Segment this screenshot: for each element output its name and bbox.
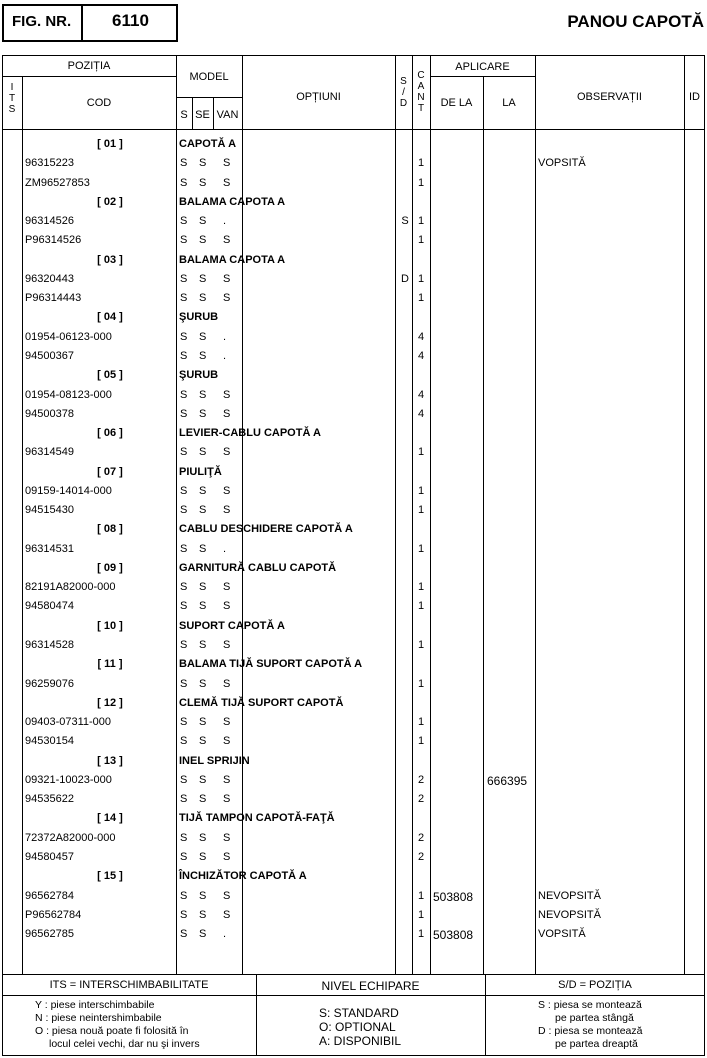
legend-sd-line: pe partea stângă	[555, 1012, 634, 1024]
model-van-value: S	[223, 581, 231, 594]
table-row	[0, 829, 707, 848]
table-row-group-header	[0, 617, 707, 636]
model-se-value: S	[199, 234, 207, 247]
option-name: CABLU DESCHIDERE CAPOTĂ A	[179, 523, 353, 536]
table-row	[0, 578, 707, 597]
col-la: LA	[502, 97, 516, 109]
col-de-la: DE LA	[440, 97, 473, 109]
legend-nivel-text	[319, 1006, 401, 1048]
model-s-value: S	[180, 446, 188, 459]
table-row-group-header	[0, 308, 707, 327]
col-model-se: SE	[195, 109, 210, 121]
model-s-value: S	[180, 831, 188, 844]
model-van-value: .	[223, 928, 227, 941]
quantity-value: 2	[417, 850, 425, 863]
model-s-value: S	[180, 735, 188, 748]
legend-nivel-line: S: STANDARD	[319, 1006, 399, 1020]
quantity-value: 1	[417, 157, 425, 170]
legend-nivel-line: A: DISPONIBIL	[319, 1034, 402, 1048]
option-name: BALAMA CAPOTA A	[179, 253, 286, 266]
col-optiuni: OPȚIUNI	[296, 91, 341, 103]
cant-letter: C	[417, 70, 425, 81]
option-name: ŞURUB	[179, 369, 219, 382]
option-name: CAPOTĂ A	[179, 138, 237, 150]
model-s-value: S	[180, 157, 188, 170]
quantity-value: 1	[417, 484, 425, 497]
position-label: [ 10 ]	[97, 619, 123, 632]
legend-sd-line: pe partea dreaptă	[555, 1038, 638, 1050]
model-line	[176, 97, 242, 98]
position-label: [ 14 ]	[97, 812, 123, 825]
option-name: PIULIŢĂ	[179, 465, 222, 478]
option-name: GARNITURĂ CABLU CAPOTĂ	[179, 561, 337, 574]
quantity-value: 1	[417, 908, 425, 921]
part-code: 09321-10023-000	[25, 773, 112, 786]
model-s-value: S	[180, 581, 188, 594]
model-s-value: S	[180, 850, 188, 863]
model-van-value: S	[223, 735, 231, 748]
cant-letter: A	[417, 81, 425, 92]
position-label: [ 12 ]	[97, 696, 123, 709]
cant-letter: T	[417, 103, 425, 114]
option-name: ŞURUB	[179, 311, 219, 324]
legend-title-divider	[2, 995, 705, 996]
quantity-value: 1	[417, 889, 425, 902]
model-se-value: S	[199, 407, 207, 420]
part-code: 96315223	[25, 157, 74, 170]
table-row	[0, 675, 707, 694]
model-s-value: S	[180, 542, 188, 555]
sd-letter: /	[402, 87, 405, 98]
table-row	[0, 906, 707, 925]
legend-its-line: Y : piese interschimbabile	[35, 999, 155, 1011]
fig-number: 6110	[112, 11, 149, 30]
col-cod: COD	[86, 97, 112, 109]
part-code: 96314526	[25, 215, 74, 228]
position-label: [ 02 ]	[97, 195, 123, 208]
model-s-value: S	[180, 908, 188, 921]
table-row	[0, 482, 707, 501]
position-label: [ 06 ]	[97, 427, 123, 440]
part-code: 96259076	[25, 677, 74, 690]
model-s-value: S	[180, 677, 188, 690]
model-van-value: .	[223, 542, 227, 555]
model-van-value: S	[223, 850, 231, 863]
its-letter: I	[10, 82, 14, 93]
position-label: [ 08 ]	[97, 523, 123, 536]
part-code: 94515430	[25, 504, 74, 517]
model-s-value: S	[180, 716, 188, 729]
model-van-value: S	[223, 504, 231, 517]
part-code: 94580457	[25, 850, 74, 863]
table-row-group-header	[0, 559, 707, 578]
table-row	[0, 154, 707, 173]
observation-value: NEVOPSITĂ	[538, 889, 601, 902]
table-row	[0, 597, 707, 616]
quantity-value: 1	[417, 215, 425, 228]
option-name: TIJĂ TAMPON CAPOTĂ-FAŢĂ	[179, 812, 335, 825]
observation-value: VOPSITĂ	[538, 928, 586, 941]
de-la-value: 503808	[433, 889, 474, 904]
part-code: 09159-14014-000	[25, 484, 112, 497]
part-code: 94530154	[25, 735, 74, 748]
table-row	[0, 925, 707, 944]
col-sd	[395, 76, 412, 109]
quantity-value: 1	[417, 735, 425, 748]
pozitia-line	[2, 76, 176, 77]
model-se-value: S	[199, 677, 207, 690]
part-code: 09403-07311-000	[25, 716, 112, 729]
model-van-value: S	[223, 677, 231, 690]
model-s-value: S	[180, 793, 188, 806]
table-row	[0, 386, 707, 405]
table-row-group-header	[0, 366, 707, 385]
part-code: 82191A82000-000	[25, 581, 116, 594]
model-s-value: S	[180, 349, 188, 362]
model-van-value: S	[223, 407, 231, 420]
part-code: 96314528	[25, 639, 74, 652]
quantity-value: 1	[417, 176, 425, 189]
model-van-value: S	[223, 157, 231, 170]
col-model-s: S	[180, 109, 188, 121]
model-van-value: .	[223, 330, 227, 343]
quantity-value: 2	[417, 793, 425, 806]
table-row-group-header	[0, 193, 707, 212]
quantity-value: 1	[417, 600, 425, 613]
col-model-van: VAN	[216, 109, 239, 121]
model-s-value: S	[180, 234, 188, 247]
part-code: ZM96527853	[25, 176, 90, 189]
model-van-value: S	[223, 176, 231, 189]
table-row	[0, 732, 707, 751]
part-code: P96562784	[25, 908, 82, 921]
model-s-value: S	[180, 773, 188, 786]
table-row-group-header	[0, 135, 707, 154]
model-van-value: S	[223, 600, 231, 613]
col-its	[2, 82, 22, 115]
model-van-value: S	[223, 292, 231, 305]
table-row-group-header	[0, 520, 707, 539]
table-row-group-header	[0, 867, 707, 886]
de-la-value: 503808	[433, 928, 474, 943]
quantity-value: 1	[417, 234, 425, 247]
part-code: 96320443	[25, 272, 74, 285]
table-row	[0, 347, 707, 366]
col-observatii: OBSERVAȚII	[576, 91, 642, 103]
quantity-value: 1	[417, 292, 425, 305]
model-s-value: S	[180, 889, 188, 902]
table-row	[0, 328, 707, 347]
option-name: ÎNCHIZĂTOR CAPOTĂ A	[179, 870, 307, 883]
table-row-group-header	[0, 752, 707, 771]
quantity-value: 2	[417, 831, 425, 844]
part-code: 96314549	[25, 446, 74, 459]
model-s-value: S	[180, 600, 188, 613]
legend-divider	[2, 974, 705, 975]
table-row	[0, 887, 707, 906]
col-pozitia: POZIȚIA	[67, 60, 111, 72]
model-s-value: S	[180, 639, 188, 652]
table-row	[0, 231, 707, 250]
part-code: 94500378	[25, 407, 74, 420]
quantity-value: 4	[417, 349, 425, 362]
col-cant	[412, 70, 430, 114]
position-label: [ 13 ]	[97, 754, 123, 767]
cant-letter: N	[417, 92, 425, 103]
model-se-value: S	[199, 484, 207, 497]
col-model: MODEL	[189, 71, 229, 83]
model-van-value: S	[223, 908, 231, 921]
part-code: 96562785	[25, 928, 74, 941]
quantity-value: 1	[417, 581, 425, 594]
model-s-value: S	[180, 484, 188, 497]
position-label: [ 01 ]	[97, 138, 123, 150]
model-se-value: S	[199, 773, 207, 786]
table-row	[0, 713, 707, 732]
aplicare-line	[430, 76, 535, 77]
model-se-value: S	[199, 831, 207, 844]
legend-nivel-line: O: OPTIONAL	[319, 1020, 396, 1034]
model-se-value: S	[199, 542, 207, 555]
option-name: SUPORT CAPOTĂ A	[179, 619, 285, 632]
model-se-value: S	[199, 349, 207, 362]
model-se-value: S	[199, 639, 207, 652]
model-s-value: S	[180, 407, 188, 420]
legend-its-line: N : piese neintershimbabile	[35, 1012, 162, 1024]
model-se-value: S	[199, 908, 207, 921]
table-row	[0, 212, 707, 231]
quantity-value: 1	[417, 504, 425, 517]
quantity-value: 1	[417, 677, 425, 690]
model-se-value: S	[199, 176, 207, 189]
table-row	[0, 540, 707, 559]
model-van-value: .	[223, 215, 227, 228]
position-label: [ 03 ]	[97, 253, 123, 266]
table-row-group-header	[0, 694, 707, 713]
model-se-value: S	[199, 446, 207, 459]
model-s-value: S	[180, 330, 188, 343]
option-name: INEL SPRIJIN	[179, 754, 250, 767]
quantity-value: 1	[417, 272, 425, 285]
position-label: [ 15 ]	[97, 870, 123, 883]
sd-letter: S	[400, 76, 407, 87]
legend-sd-title: S/D = POZIȚIA	[558, 979, 632, 991]
observation-value: NEVOPSITĂ	[538, 908, 601, 921]
legend-sd-line: D : piesa se montează	[538, 1025, 643, 1037]
position-label: [ 11 ]	[97, 658, 123, 671]
position-label: [ 05 ]	[97, 369, 123, 382]
sd-letter: D	[399, 98, 408, 109]
fig-label: FIG. NR.	[12, 13, 72, 30]
model-se-value: S	[199, 889, 207, 902]
model-s-value: S	[180, 292, 188, 305]
table-row	[0, 289, 707, 308]
legend-its-text	[35, 999, 200, 1051]
model-van-value: S	[223, 484, 231, 497]
option-name: LEVIER-CABLU CAPOTĂ A	[179, 427, 321, 440]
model-van-value: S	[223, 272, 231, 285]
model-s-value: S	[180, 176, 188, 189]
legend-sd-text	[538, 999, 642, 1051]
part-code: 94535622	[25, 793, 74, 806]
model-van-value: S	[223, 388, 231, 401]
quantity-value: 1	[417, 639, 425, 652]
model-s-value: S	[180, 504, 188, 517]
quantity-value: 1	[417, 716, 425, 729]
part-code: 96314531	[25, 542, 74, 555]
its-letter: S	[8, 104, 16, 115]
table-row	[0, 636, 707, 655]
legend-its-line: O : piesa nouă poate fi folosită în	[35, 1025, 189, 1037]
table-header-divider	[2, 129, 705, 130]
quantity-value: 4	[417, 330, 425, 343]
table-row-group-header	[0, 463, 707, 482]
model-se-value: S	[199, 793, 207, 806]
table-row-group-header	[0, 424, 707, 443]
col-id: ID	[689, 91, 700, 103]
table-row	[0, 501, 707, 520]
table-row-group-header	[0, 809, 707, 828]
part-code: 94580474	[25, 600, 74, 613]
table-row	[0, 848, 707, 867]
part-code: P96314526	[25, 234, 82, 247]
quantity-value: 4	[417, 407, 425, 420]
model-van-value: S	[223, 716, 231, 729]
model-s-value: S	[180, 272, 188, 285]
legend-sd-line: S : piesa se montează	[538, 999, 642, 1011]
model-se-value: S	[199, 928, 207, 941]
legend-nivel-title: NIVEL ECHIPARE	[321, 979, 420, 993]
model-s-value: S	[180, 215, 188, 228]
position-label: [ 07 ]	[97, 465, 123, 478]
model-van-value: S	[223, 446, 231, 459]
model-van-value: S	[223, 889, 231, 902]
table-row-group-header	[0, 251, 707, 270]
quantity-value: 1	[417, 928, 425, 941]
model-s-value: S	[180, 928, 188, 941]
part-code: P96314443	[25, 292, 82, 305]
sd-value: D	[401, 272, 409, 285]
model-van-value: S	[223, 793, 231, 806]
model-se-value: S	[199, 215, 207, 228]
page-title: PANOU CAPOTĂ	[567, 12, 704, 31]
legend-its-line: locul celei vechi, dar nu şi invers	[49, 1038, 200, 1050]
observation-value: VOPSITĂ	[538, 157, 586, 170]
part-code: 01954-08123-000	[25, 388, 112, 401]
model-se-value: S	[199, 272, 207, 285]
position-label: [ 09 ]	[97, 561, 123, 574]
table-row-group-header	[0, 655, 707, 674]
table-row	[0, 771, 707, 790]
position-label: [ 04 ]	[97, 311, 123, 324]
model-van-value: S	[223, 234, 231, 247]
col-aplicare: APLICARE	[455, 61, 510, 73]
model-van-value: .	[223, 349, 227, 362]
model-s-value: S	[180, 388, 188, 401]
table-row	[0, 790, 707, 809]
model-se-value: S	[199, 292, 207, 305]
quantity-value: 1	[417, 446, 425, 459]
model-se-value: S	[199, 581, 207, 594]
model-se-value: S	[199, 504, 207, 517]
sd-value: S	[401, 215, 409, 228]
model-se-value: S	[199, 850, 207, 863]
model-se-value: S	[199, 735, 207, 748]
option-name: CLEMĂ TIJĂ SUPORT CAPOTĂ	[179, 696, 344, 709]
quantity-value: 1	[417, 542, 425, 555]
table-row	[0, 174, 707, 193]
model-se-value: S	[199, 716, 207, 729]
part-code: 94500367	[25, 349, 74, 362]
model-se-value: S	[199, 600, 207, 613]
table-row	[0, 405, 707, 424]
model-van-value: S	[223, 831, 231, 844]
option-name: BALAMA TIJĂ SUPORT CAPOTĂ A	[179, 658, 363, 671]
legend-its-title: ITS = INTERSCHIMBABILITATE	[49, 979, 209, 991]
model-se-value: S	[199, 157, 207, 170]
model-van-value: S	[223, 773, 231, 786]
model-van-value: S	[223, 639, 231, 652]
model-se-value: S	[199, 330, 207, 343]
part-code: 96562784	[25, 889, 74, 902]
table-row	[0, 443, 707, 462]
la-value: 666395	[487, 773, 528, 788]
quantity-value: 2	[417, 773, 425, 786]
model-se-value: S	[199, 388, 207, 401]
table-row	[0, 270, 707, 289]
part-code: 01954-06123-000	[25, 330, 112, 343]
part-code: 72372A82000-000	[25, 831, 116, 844]
quantity-value: 4	[417, 388, 425, 401]
its-letter: T	[8, 93, 16, 104]
option-name: BALAMA CAPOTA A	[179, 195, 286, 208]
